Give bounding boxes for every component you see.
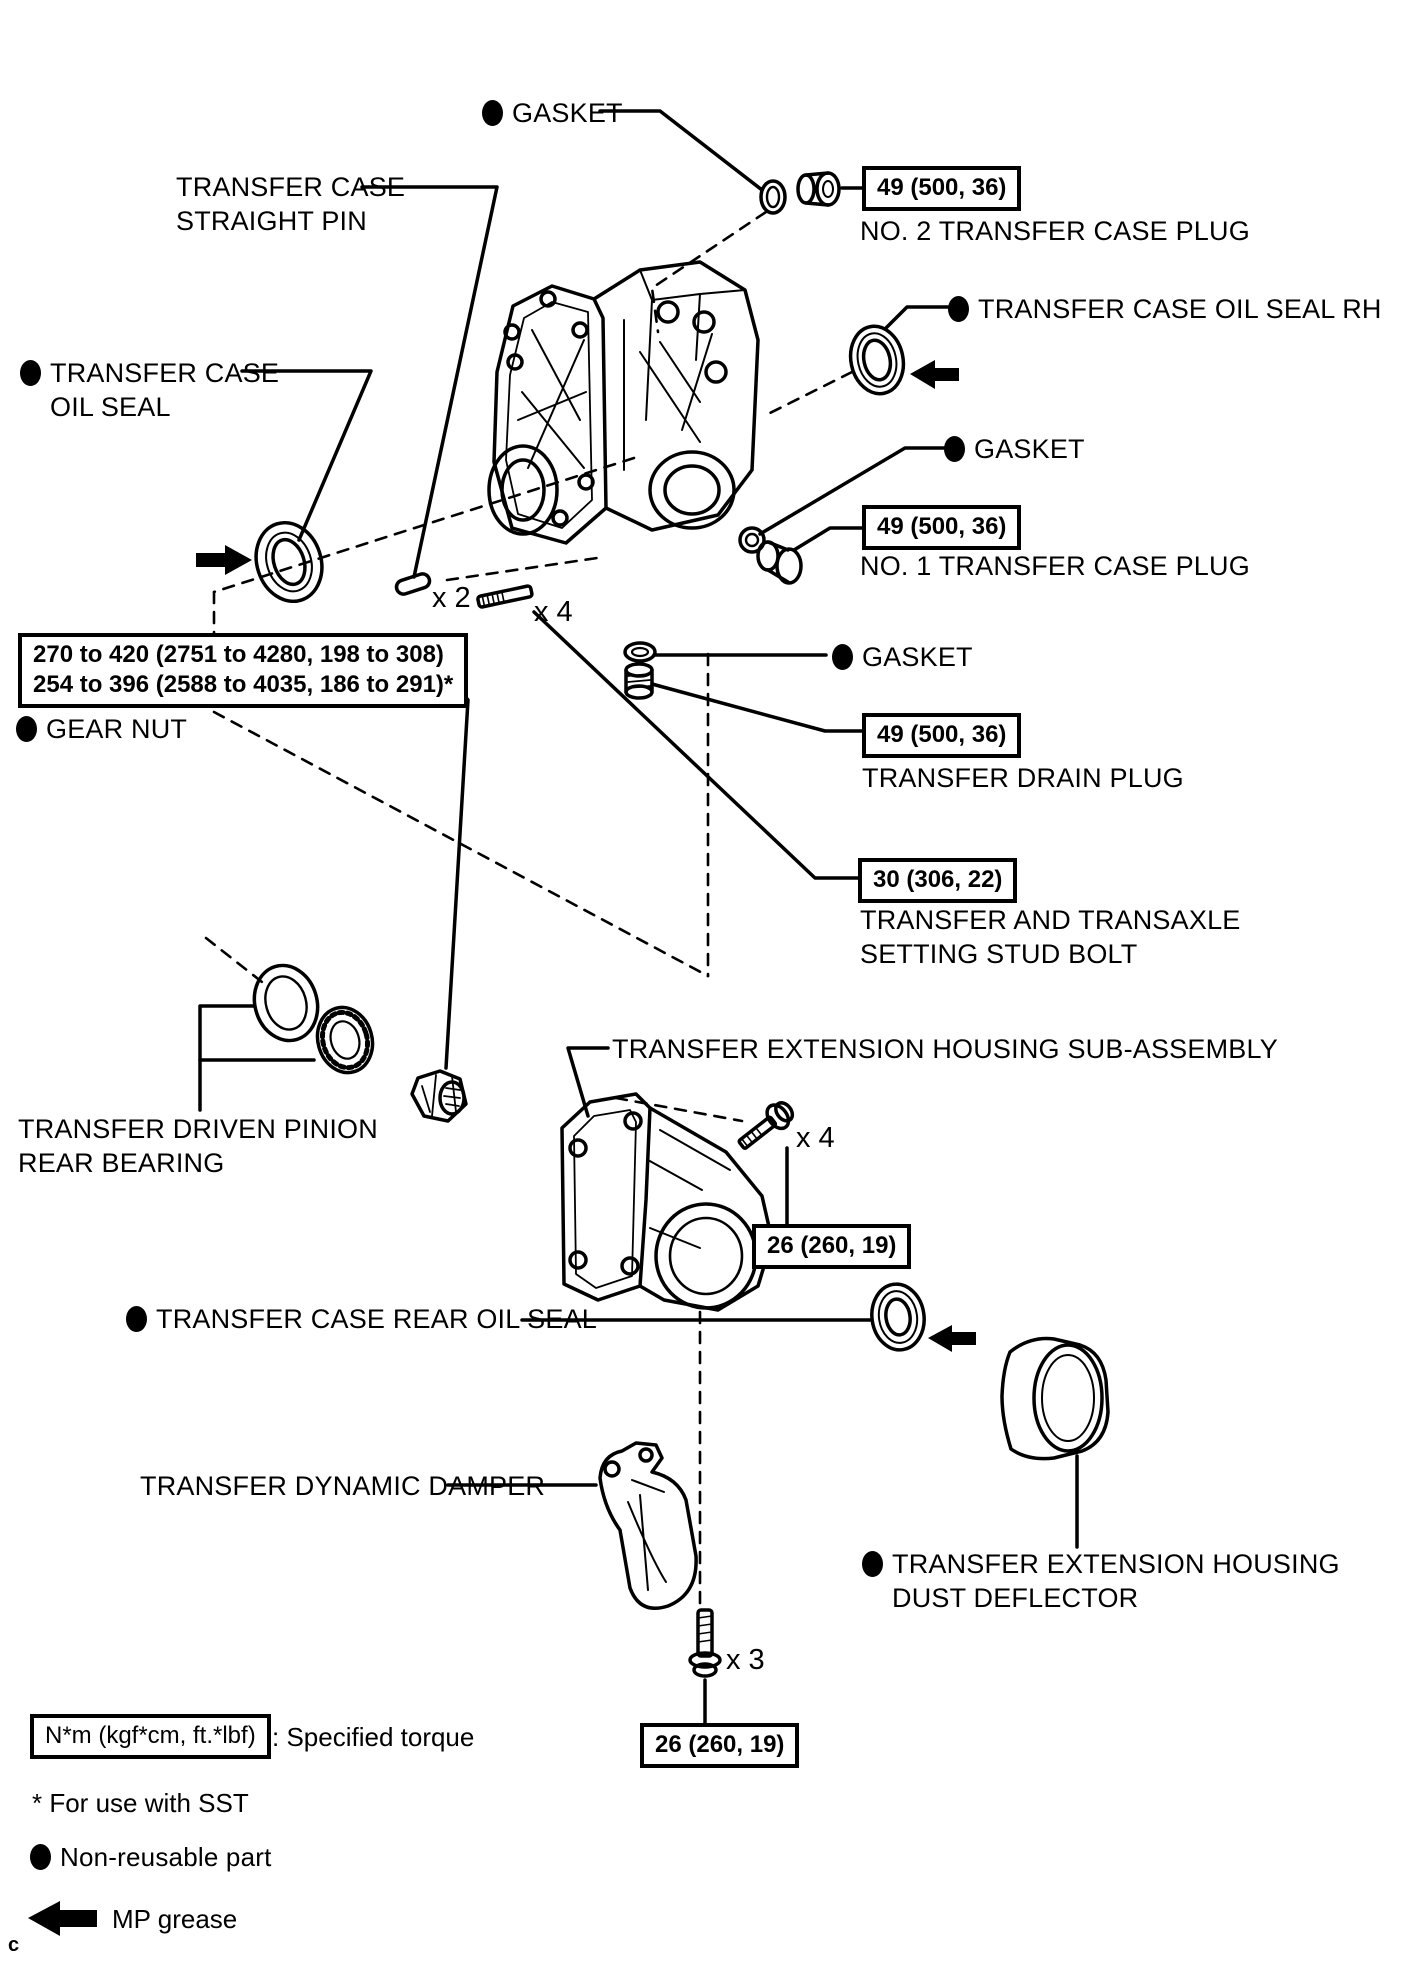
non-reusable-bullet-icon: [482, 100, 503, 126]
mp-grease-arrow-left-seal: [196, 545, 252, 575]
label-transfer-drain-plug: TRANSFER DRAIN PLUG: [862, 763, 1184, 793]
page-corner-mark: c: [8, 1934, 20, 1956]
torque-box-no2-plug: 49 (500, 36): [862, 166, 1021, 211]
no2-transfer-case-plug-drawing: [798, 173, 839, 205]
non-reusable-bullet-icon: [16, 716, 37, 742]
setting-stud-bolt-drawing: [477, 586, 532, 608]
qty-damper-bolt: x 3: [726, 1644, 765, 1676]
mp-grease-arrow-rear-seal: [928, 1325, 976, 1352]
legend-sst-note: * For use with SST: [32, 1788, 249, 1818]
transfer-case-drawing: [489, 262, 758, 543]
label-transfer-case-oil-seal: TRANSFER CASE OIL SEAL: [20, 356, 279, 424]
non-reusable-bullet-icon: [30, 1844, 51, 1870]
straight-pin-drawing: [395, 572, 432, 596]
torque-box-extension-bolt: 26 (260, 19): [752, 1224, 911, 1269]
label-gear-nut: GEAR NUT: [16, 712, 187, 746]
label-text: GASKET: [512, 98, 623, 128]
label-straight-pin: TRANSFER CASE STRAIGHT PIN: [176, 172, 406, 236]
torque-box-stud-bolt: 30 (306, 22): [858, 858, 1017, 903]
label-gasket-top: [482, 96, 623, 130]
label-gasket-drain: GASKET: [832, 640, 973, 674]
torque-box-gear-nut: 270 to 420 (2751 to 4280, 198 to 308) 254 to 396 (2588 to 4035, 186 to 291)*: [18, 633, 468, 708]
transfer-case-oil-seal-rh-drawing: [844, 321, 909, 398]
label-gasket-right: GASKET: [944, 432, 1085, 466]
transfer-case-oil-seal-drawing: [246, 514, 332, 610]
torque-box-drain-plug: 49 (500, 36): [862, 713, 1021, 758]
label-no2-transfer-case-plug: NO. 2 TRANSFER CASE PLUG: [860, 216, 1250, 246]
qty-setting-stud-bolt: x 4: [534, 596, 573, 628]
label-rear-oil-seal: TRANSFER CASE REAR OIL SEAL: [126, 1302, 597, 1336]
extension-housing-drawing: [562, 1094, 772, 1310]
gear-nut-drawing: [412, 1071, 466, 1121]
legend-torque-symbol-box: N*m (kgf*cm, ft.*lbf): [30, 1714, 271, 1759]
mp-grease-legend-arrow: [28, 1901, 97, 1936]
drain-plug-gasket-drawing: [625, 643, 655, 661]
torque-box-damper-bolt: 26 (260, 19): [640, 1723, 799, 1768]
transfer-drain-plug-drawing: [626, 664, 652, 698]
non-reusable-bullet-icon: [126, 1306, 147, 1332]
dust-deflector-drawing: [1002, 1339, 1108, 1459]
non-reusable-bullet-icon: [862, 1551, 883, 1577]
no2-plug-gasket-drawing: [761, 181, 785, 213]
legend-non-reusable: Non-reusable part: [30, 1840, 272, 1874]
non-reusable-bullet-icon: [944, 436, 965, 462]
label-transfer-case-oil-seal-rh: TRANSFER CASE OIL SEAL RH: [948, 292, 1382, 326]
non-reusable-bullet-icon: [948, 296, 969, 322]
dynamic-damper-drawing: [600, 1443, 696, 1608]
mp-grease-arrow-rh: [910, 360, 959, 389]
label-driven-pinion-rear-bearing: TRANSFER DRIVEN PINION REAR BEARING: [18, 1114, 378, 1178]
label-extension-housing: TRANSFER EXTENSION HOUSING SUB-ASSEMBLY: [612, 1034, 1278, 1064]
legend-torque-meaning: : Specified torque: [272, 1722, 475, 1752]
rear-bearing-outer-race-drawing: [246, 958, 327, 1048]
non-reusable-bullet-icon: [20, 360, 41, 386]
legend-mp-grease: MP grease: [112, 1904, 238, 1934]
label-dust-deflector: TRANSFER EXTENSION HOUSING DUST DEFLECTOR: [862, 1547, 1340, 1615]
rear-bearing-cone-drawing: [310, 1001, 380, 1079]
non-reusable-bullet-icon: [832, 644, 853, 670]
label-setting-stud-bolt: TRANSFER AND TRANSAXLE SETTING STUD BOLT: [860, 905, 1241, 969]
transfer-case-rear-oil-seal-drawing: [868, 1281, 929, 1354]
qty-straight-pin: x 2: [432, 582, 471, 614]
label-no1-transfer-case-plug: NO. 1 TRANSFER CASE PLUG: [860, 551, 1250, 581]
label-dynamic-damper: TRANSFER DYNAMIC DAMPER: [140, 1471, 546, 1501]
qty-extension-housing-bolt: x 4: [796, 1122, 835, 1154]
torque-box-no1-plug: 49 (500, 36): [862, 505, 1021, 550]
damper-bolt-drawing: [690, 1610, 720, 1676]
